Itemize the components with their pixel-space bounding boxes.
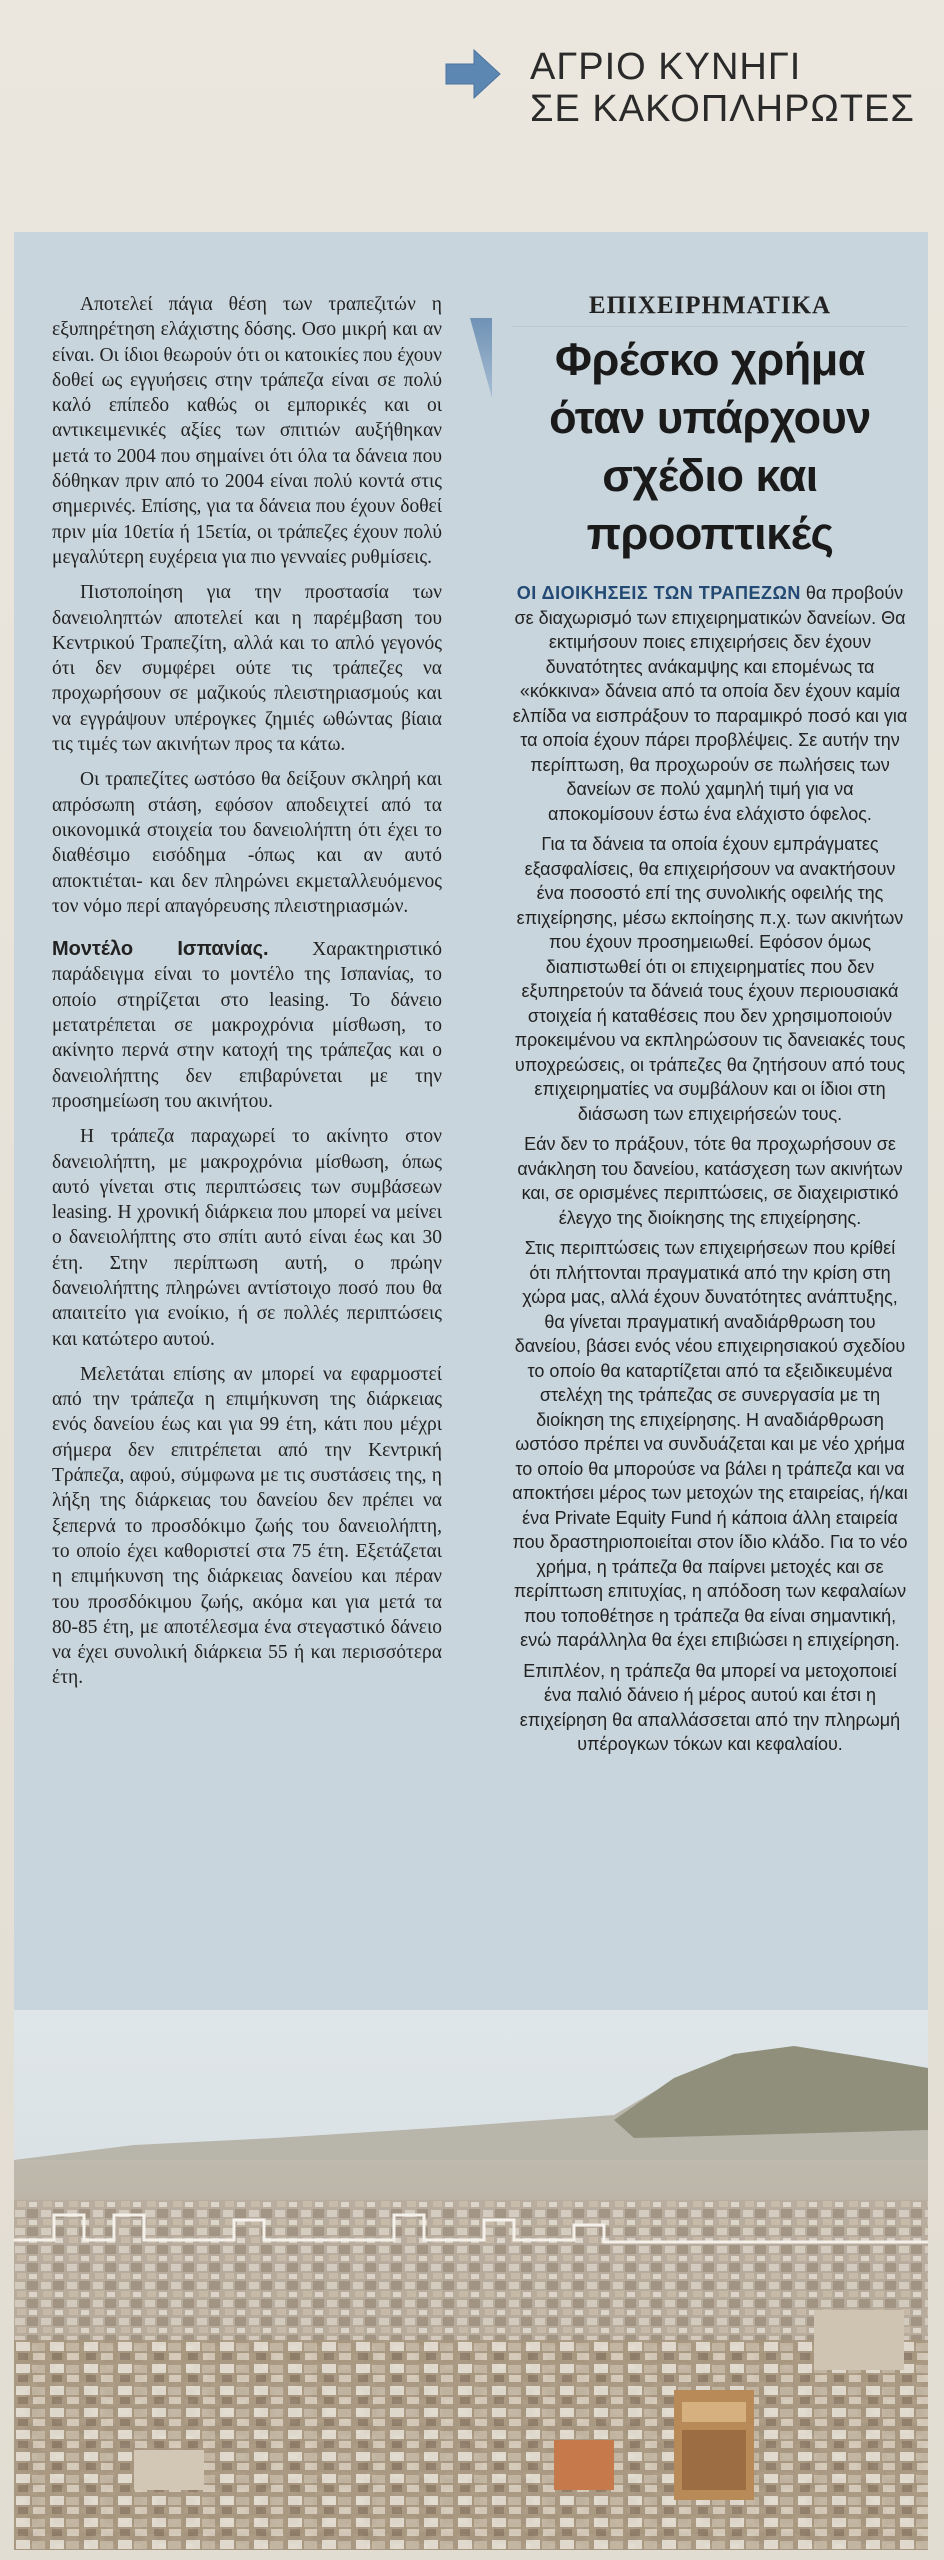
headline: Φρέσκο χρήμα όταν υπάρχουν σχέδιο και προοπτικές: [549, 334, 871, 559]
left-column: [52, 292, 442, 1701]
left-paragraph-text: Χαρακτηριστικό παράδειγμα είναι το μοντέλο της Ισπανίας, το οποίο στηρίζεται στο leasing. Το δάνειο μετατρέπεται σε μακροχρόνια μίσθωση, το ακίνητο περνά στην κατοχή της τράπεζας και ο δανειολήπτης δεν επιβαρύνεται με την προσημείωση του ακινήτου.: [52, 939, 442, 1112]
left-paragraph: Η τράπεζα παραχωρεί το ακίνητο στον δανειολήπτη, με μακροχρόνια μίσθωση, όπως αυτό γίνεται στις περιπτώσεις των συμβάσεων leasing. Η χρονική διάρκεια που μπορεί να μείνει ο δανειολήπτης στο σπίτι αυτό είναι έως και 30 έτη. Στην περίπτωση αυτή, ο πρώην δανειολήπτης πληρώνει αντίστοιχο ποσό που θα απαιτείτο για ενοίκιο, ή σε πολλές περιπτώσεις και κατώτερο αυτού.: [52, 1126, 442, 1350]
right-paragraph: Επιπλέον, η τράπεζα θα μπορεί να μετοχοποιεί ένα παλιό δάνειο ή μέρος αυτού και έτσι η επιχείρηση θα απαλλάσσεται από την πληρωμή υπέρογκων τόκων και κεφαλαίου.: [519, 1660, 901, 1754]
section-title-line2: ΣΕ ΚΑΚΟΠΛΗΡΩΤΕΣ: [530, 88, 915, 130]
left-paragraph: Αποτελεί πάγια θέση των τραπεζιτών η εξυπηρέτηση ελάχιστης δόσης. Οσο μικρή και αν είναι. Οι ίδιοι θεωρούν ότι οι κατοικίες που έχουν δοθεί ως εγγυήσεις στην τράπεζα είναι σε πολύ καλό επίπεδο καθώς οι εμπορικές και οι αντικειμενικές αξίες των σπιτιών αυξήθηκαν μετά το 2004 που σημαίνει ότι όλα τα δάνεια που δόθηκαν πριν από το 2004 είναι πολύ κοντά στις σημερινές. Επίσης, για τα δάνεια που έχουν δοθεί πριν μία 10ετία ή 15ετία, οι τράπεζες έχουν πολύ μεγαλύτερη ευχέρεια για πιο γενναίες ρυθμίσεις.: [52, 294, 442, 568]
arrow-right-icon: [440, 42, 504, 106]
kicker: ΕΠΙΧΕΙΡΗΜΑΤΙΚΑ: [512, 292, 908, 327]
right-paragraph: Για τα δάνεια τα οποία έχουν εμπράγματες εξασφαλίσεις, θα επιχειρήσουν να ανακτήσουν ένα ποσοστό επί της συνολικής οφειλής της επιχείρησης, μέσω εκποίησης π.χ. των ακινήτων που έχουν προσημειωθεί. Εφόσον όμως διαπιστωθεί ότι οι επιχειρηματίες που δεν εξυπηρετούν τα δάνειά τους έχουν περιουσιακά στοιχεία ή καταθέσεις που δεν χρησιμοποιούν προκειμένου να εκπληρώσουν τις δανειακές τους υποχρεώσεις, οι τράπεζες θα ζητήσουν από τους επιχειρηματίες να συμβάλουν και οι ίδιοι στη διάσωση των επιχειρήσεών τους.: [514, 834, 906, 1124]
left-paragraph: Μελετάται επίσης αν μπορεί να εφαρμοστεί από την τράπεζα η επιμήκυνση της διάρκειας ενός δανείου έως και για 99 έτη, κάτι που μέχρι σήμερα δεν επιτρέπεται από την Κεντρική Τράπεζα, αφού, σύμφωνα με τις συστάσεις της, η λήξη της διάρκειας του δανείου δεν πρέπει να ξεπερνά το προσδόκιμο ζωής του δανειολήπτη, το οποίο έχει καθοριστεί στα 75 έτη. Εξετάζεται η επιμήκυνση της διάρκειας δανείου και πέραν του προσδόκιμου ζωής, ακόμα και για μετά τα 80-85 έτη, με αποτέλεσμα ένα στεγαστικό δάνειο να έχει συνολική διάρκεια 55 ή και περισσότερα έτη.: [52, 1363, 442, 1689]
city-panorama-image: [14, 2010, 928, 2550]
subhead: Μοντέλο Ισπανίας.: [52, 938, 269, 961]
right-paragraph-text: θα προβούν σε διαχωρισμό των επιχειρηματικών δανείων. Θα εκτιμήσουν ποιες επιχειρήσεις δεν έχουν δυνατότητες ανάκαμψης και επομένως τα «κόκκινα» δάνεια από τα οποία δεν έχουν καμία ελπίδα να εισπράξουν το παραμικρό ποσό και για τα οποία έχουν πάρει προβλέψεις. Σε αυτήν την περίπτωση, θα προχωρούν σε πωλήσεις των δανείων σε πολύ χαμηλή τιμή για να αποκομίσουν έστω ένα ελάχιστο όφελος.: [512, 583, 908, 824]
right-paragraph: [512, 581, 908, 826]
section-header: [440, 38, 940, 158]
section-title: [530, 46, 915, 130]
left-paragraph-with-subhead: [52, 937, 442, 1114]
right-paragraph: Στις περιπτώσεις των επιχειρήσεων που κρίθεί ότι πλήττονται πραγματικά από την κρίση στη χώρα μας, αλλά έχουν δυνατότητες ανάπτυξης, θα γίνεται πραγματική αναδιάρθρωση του δανείου, βάσει ενός νέου επιχειρησιακού σχεδίου το οποίο θα καταρτίζεται από τα εξειδικευμένα στελέχη της τράπεζας σε συνεργασία με τη διοίκηση της επιχείρησης. Η αναδιάρθρωση ωστόσο πρέπει να συνδυάζεται και με νέο χρήμα το οποίο θα μπορούσε να βάλει η τράπεζα και να αποκτήσει μέρος των μετοχών της εταιρείας, ή/και ένα Private Equity Fund ή κάποια άλλη εταιρεία που δραστηριοποιείται στον ίδιο κλάδο. Για το νέο χρήμα, η τράπεζα θα παίρνει μετοχές και σε περίπτωση επιτυχίας, η απόδοση των κεφαλαίων που τοποθέτησε η τράπεζα θα είναι σημαντική, ενώ παράλληλα θα έχει επιβιώσει η επιχείρηση.: [512, 1238, 908, 1650]
left-paragraph: Οι τραπεζίτες ωστόσο θα δείξουν σκληρή και απρόσωπη στάση, εφόσον αποδειχτεί από τα οικονομικά στοιχεία του δανειολήπτη ότι έχει το διαθέσιμο εισόδημα -όπως και αν αυτό αποκτιέται- και δεν πληρώνει εκμεταλλευόμενος τον νόμο περί απαγόρευσης πλειστηριασμών.: [52, 769, 442, 917]
right-column: [512, 292, 908, 1763]
right-paragraph: Εάν δεν το πράξουν, τότε θα προχωρήσουν σε ανάκληση του δανείου, κατάσχεση των ακινήτων και, σε ορισμένες περιπτώσεις, σε διαχειριστικό έλεγχο της διοίκησης της επιχείρησης.: [517, 1134, 903, 1228]
lead-in: ΟΙ ΔΙΟΙΚΗΣΕΙΣ ΤΩΝ ΤΡΑΠΕΖΩΝ: [516, 583, 801, 603]
right-body: [512, 581, 908, 1757]
city-panorama-graphic: [14, 2010, 928, 2550]
left-paragraph: Πιστοποίηση για την προστασία των δανειοληπτών αποτελεί και η παρέμβαση του Κεντρικού Τραπεζίτη, αλλά και το απλό γεγονός ότι δεν συμφέρει ούτε τις τράπεζες να προχωρήσουν σε μαζικούς πλειστηριασμούς και να εγγράψουν υπέρογκες ζημιές ωθώντας βίαια τις τιμές των ακινήτων προς τα κάτω.: [52, 582, 442, 756]
section-title-line1: ΑΓΡΙΟ ΚΥΝΗΓΙ: [530, 46, 802, 88]
